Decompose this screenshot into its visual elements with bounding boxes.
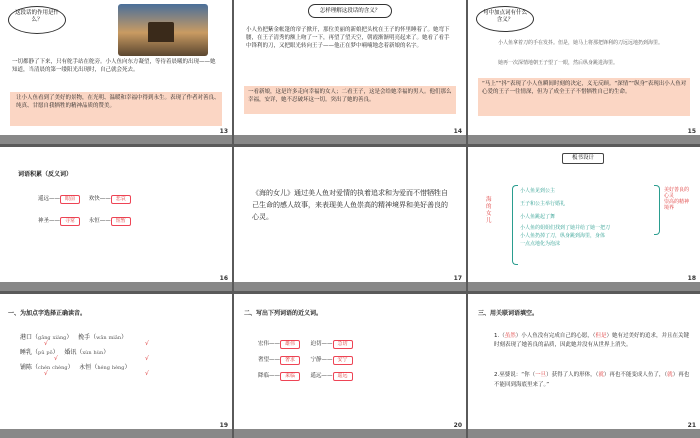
page-number: 20 [453,422,462,429]
answer-text: 一看新娘，这是许多走向幸福的女人；二看王子，这是会给她幸福的男人。他们那么幸福，安详，她不忍破坏这一切。突出了她的善良。 [248,89,452,103]
check-mark: √ [44,340,48,347]
slide-footer [0,429,232,438]
passage-text: 一切都静了下来，只有舵手站在舵旁。小人鱼向东方凝望，等待着晨曦的出现——她知道，当清晨的第一缕阳光出现时，自己就会死去。 [12,59,216,73]
brace-right [654,185,660,235]
passage-text: 小人鱼把紫金帐篷的帘子掀开，那位美丽的新娘把头枕在王子的怀里睡着了。她弯下腰，在王子清秀的额上吻了一下，再望了望天空，朝霞渐渐明亮起来了。她看了看手中锋利的刀，又把眼光转向王子——他正在梦中喃喃地念着新娘的名字。 [246,27,450,49]
slide-title: 一、为加点字选择正确读音。 [8,310,87,317]
question-1: 1.（虽然）小人鱼没有完成自己的心愿，（但是）她有过美好的追求，并且在关键时刻表现了她善良的品质，因此她并没有从世界上消失。 [494,333,690,348]
board-item: 小人鱼扔掉了刀，纵身跳到海里，身体 [520,233,606,239]
synonym-row-3: 降临—— 来临 遥远—— 遥远 [258,372,458,381]
answer-text: 让小人鱼看到了美好的景物，在光明、温暖和幸福中得到永生。表现了作者对善良、纯真、甘愿自我牺牲的精神品质的赞美。 [16,95,220,109]
slide-footer [0,135,232,144]
antonym-row-2: 神圣—— 寻常 永恒—— 短暂 [38,217,228,226]
board-item: 一点点地化为泡沫 [520,241,561,247]
slide-21-thumbnail[interactable] [468,294,700,438]
slide-16-thumbnail[interactable] [0,147,232,291]
board-item: 小人鱼的姐姐们找到了她并给了她一把刀 [520,225,611,231]
board-item: 小人鱼跳起了舞 [520,214,556,220]
slide-footer [468,135,700,144]
page-number: 13 [219,128,228,135]
slide-title: 二、写出下列词语的近义词。 [244,310,323,317]
check-mark: √ [145,355,149,362]
right-label: 美好善良的心灵 崇高的精神境界 [664,187,690,211]
answer-text: “马上”“抖”表现了小人鱼瞬间时刻的决定，义无反顾。“深情”“纵身”表现出小人鱼对心爱的王子一往情深，但为了成全王子不惜牺牲自己的生命。 [482,81,687,95]
question-bubble: 句中加点词有什么含义？ [476,6,534,32]
slide-13-thumbnail[interactable] [0,0,232,144]
synonym-row-2: 奢望—— 奢求 宁静—— 安宁 [258,356,458,365]
slide-footer [234,429,466,438]
antonym-row-1: 遥远—— 眼前 欢快—— 悲哀 [38,195,228,204]
synonym-row-1: 宏伟—— 雄伟 迫切—— 急切 [258,340,458,349]
check-mark: √ [54,355,58,362]
board-items [520,185,654,248]
slide-14-thumbnail[interactable] [234,0,466,144]
board-item: 小人鱼见到公主 [520,188,556,194]
slide-19-thumbnail[interactable] [0,294,232,438]
slide-footer [234,135,466,144]
summary-text: 《海的女儿》通过美人鱼对爱情的执着追求和为爱而不惜牺牲自己生命的感人故事，来表现美人鱼崇高的精神境界和美好善良的心灵。 [252,189,448,221]
check-mark: √ [44,370,48,377]
slide-15-thumbnail[interactable] [468,0,700,144]
passage-text-2: 她再一次深情地朝王子望了一眼，然后纵身跳进海里。 [498,60,619,66]
pinyin-exercise: 港口（gǎng xiàng） 挽手（wǎn miǎn） 睡乳（pǔ pō） 婚讯（xùn hùn） 铺陈（chén chèng） 永恒（héng hèng） [20,334,131,371]
page-number: 14 [453,128,462,135]
illustration-image [118,4,208,56]
slide-footer [234,282,466,291]
brace-left [512,185,518,265]
slide-18-thumbnail[interactable] [468,147,700,291]
page-number: 18 [687,275,696,282]
board-item: 王子和公主举行婚礼 [520,201,566,207]
board-title: 板书设计 [562,153,604,164]
slide-17-thumbnail[interactable] [234,147,466,291]
slide-title: 三、用关联词语填空。 [478,310,539,317]
question-bubble: 这段话的作用是什么？ [8,6,66,34]
check-mark: √ [145,370,149,377]
check-mark: √ [145,340,149,347]
page-number: 15 [687,128,696,135]
question-2: 2.巫婆说：“你（一旦）获得了人的形体，（就）再也不能变成人鱼了，（就）再也不能回到海底里来了。” [494,372,690,388]
page-number: 21 [687,422,696,429]
slide-20-thumbnail[interactable] [234,294,466,438]
page-number: 17 [453,275,462,282]
page-number: 19 [219,422,228,429]
slide-title: 词语积累（反义词） [18,171,73,178]
left-label: 海的女儿 [486,197,492,224]
page-number: 16 [219,275,228,282]
slide-footer [0,282,232,291]
passage-text: 小人鱼拿着刀的手在发抖。但是，她马上将那把锋利的刀远远地扔到海里。 [498,40,664,46]
question-bubble: 怎样理解这段话的含义？ [308,4,392,18]
slide-footer [468,282,700,291]
slide-footer [468,429,700,438]
